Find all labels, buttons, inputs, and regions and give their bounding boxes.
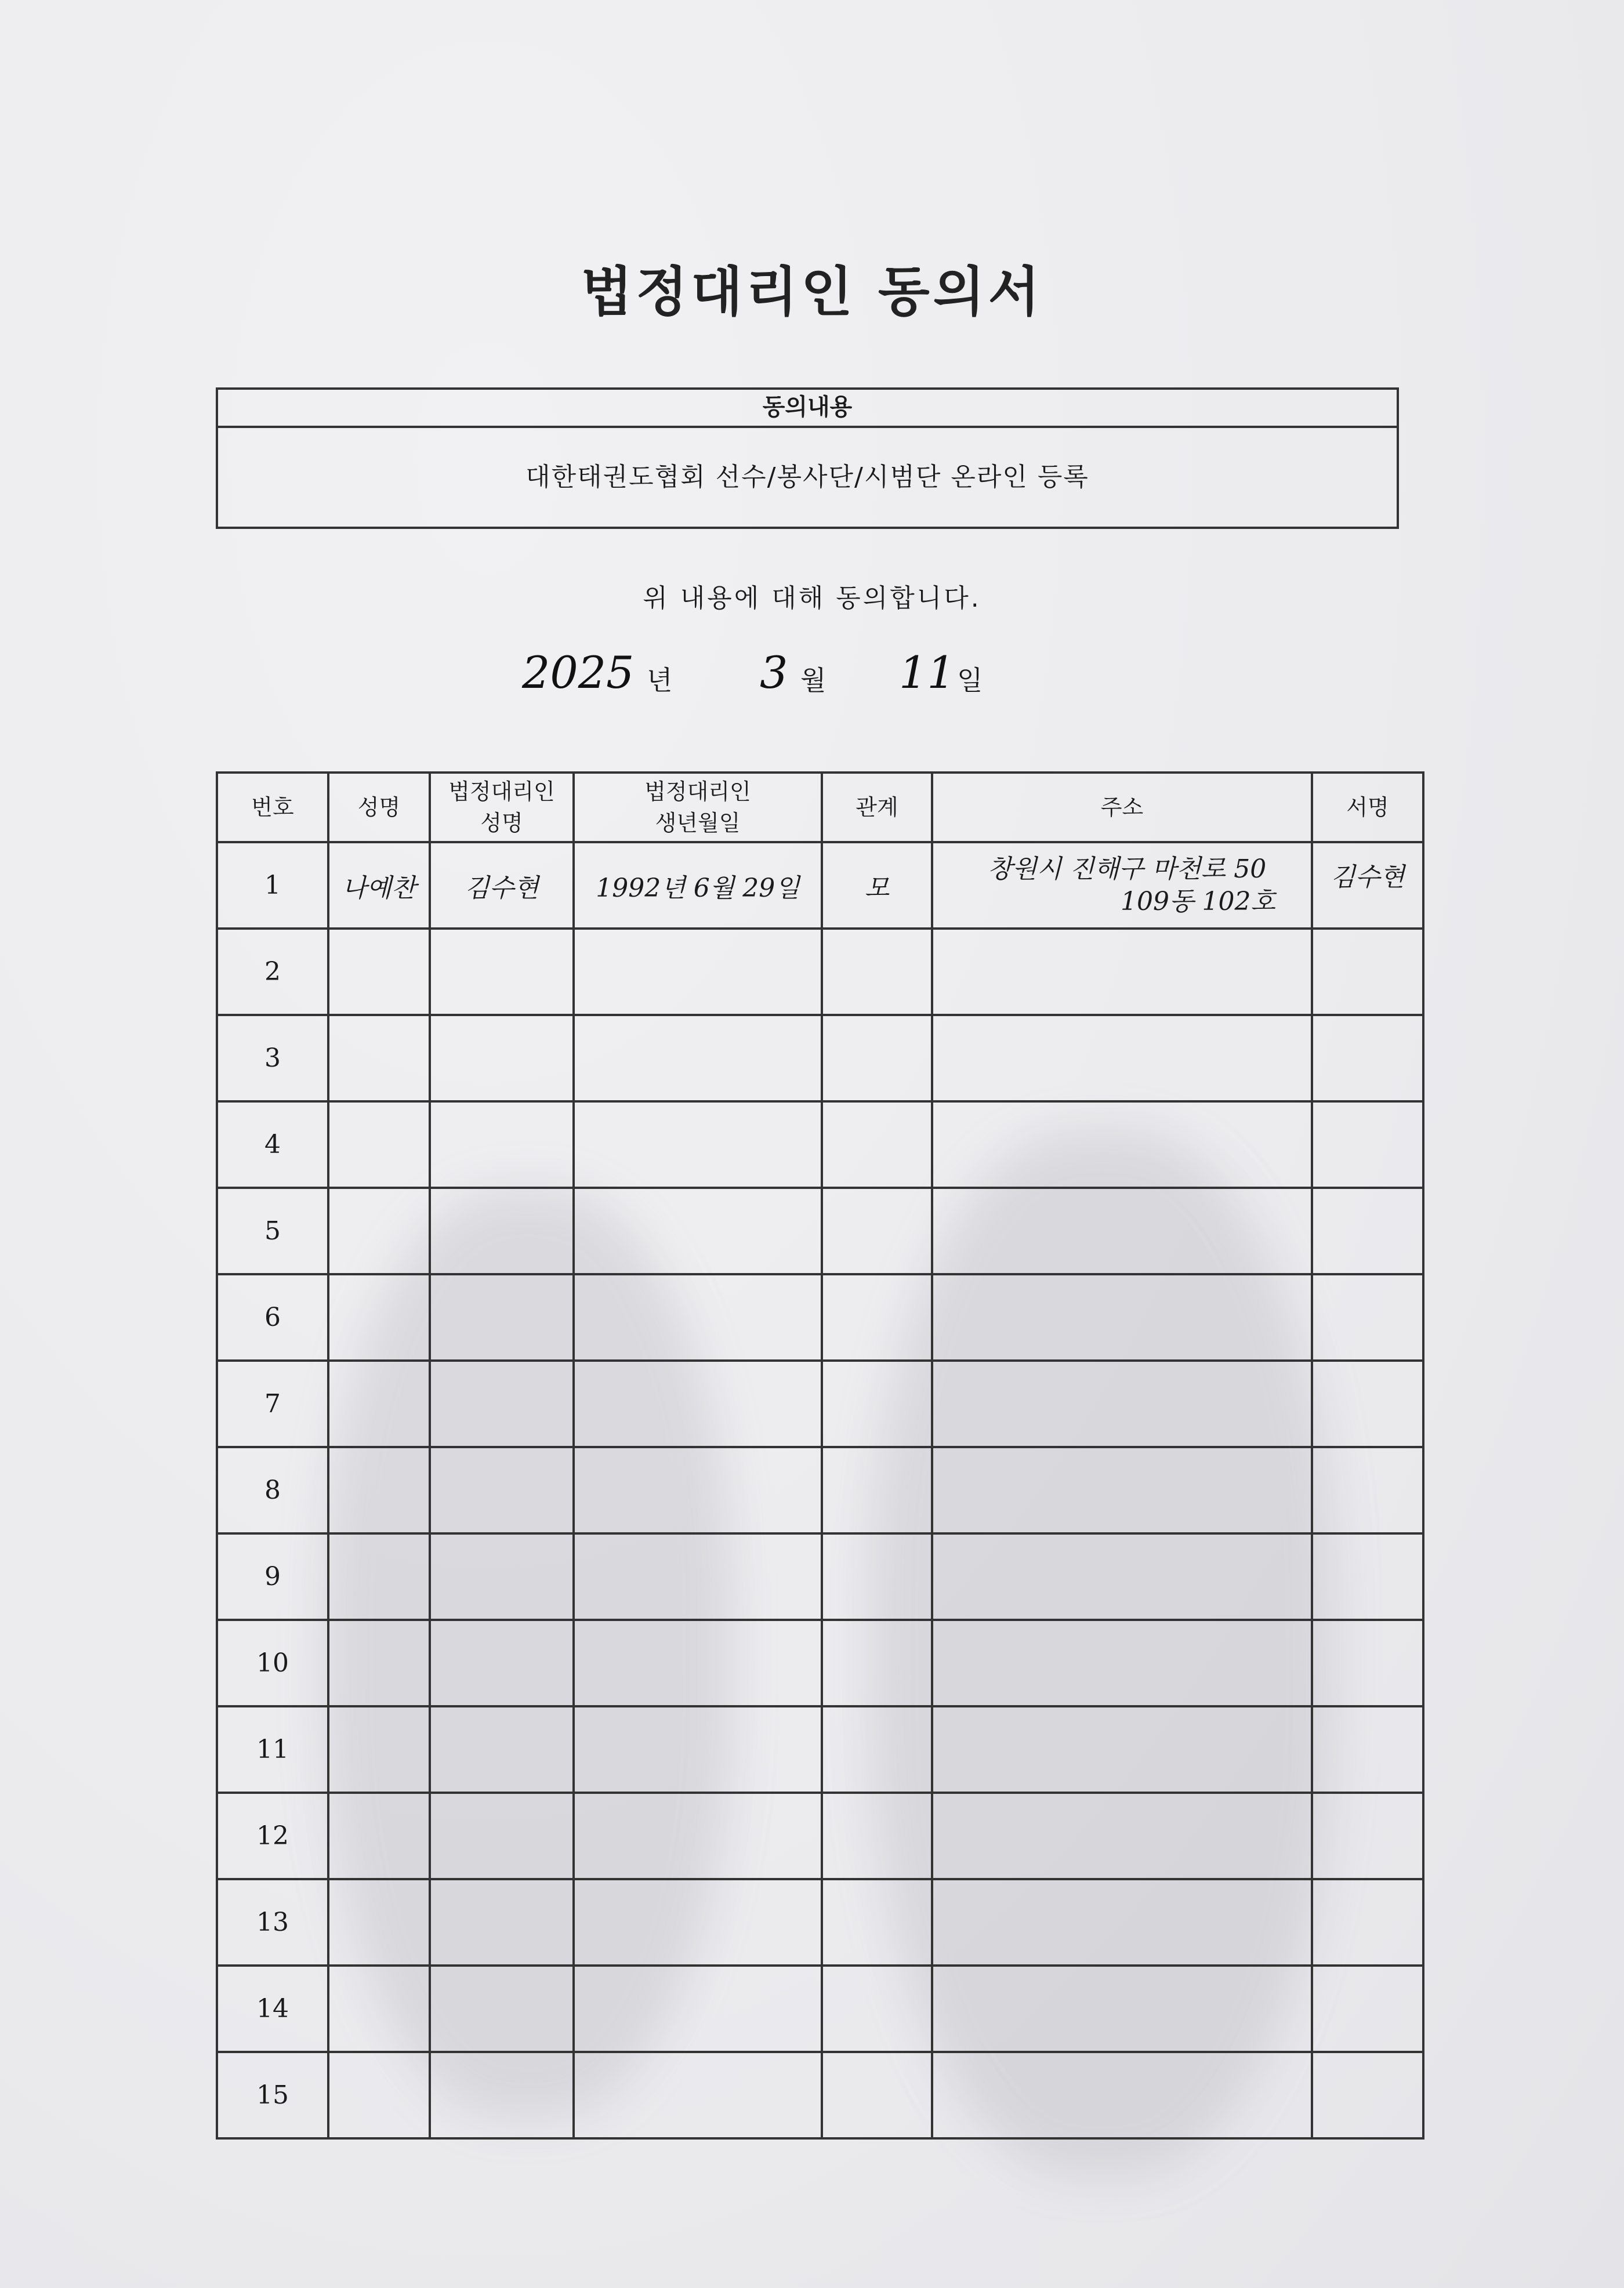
row-signature	[1312, 1274, 1423, 1361]
address-line-2: 109동 102호	[1121, 886, 1275, 916]
row-signature: 김수현	[1312, 842, 1423, 929]
header-number: 번호	[217, 773, 328, 842]
row-guardian-birth	[574, 1533, 822, 1620]
row-guardian-birth	[574, 2052, 822, 2138]
row-name	[328, 1966, 430, 2052]
row-name	[328, 1361, 430, 1447]
row-relation	[822, 1706, 932, 1793]
agreement-statement: 위 내용에 대해 동의합니다.	[643, 583, 981, 613]
header-signature: 서명	[1312, 773, 1423, 842]
row-guardian-birth	[574, 1101, 822, 1188]
row-number: 11	[217, 1706, 328, 1793]
row-relation	[822, 1879, 932, 1966]
table-row	[217, 1188, 1423, 1274]
row-number: 15	[217, 2052, 328, 2138]
row-guardian-name	[430, 1879, 574, 1966]
row-name	[328, 1533, 430, 1620]
row-guardian-name	[430, 1706, 574, 1793]
row-guardian-birth	[574, 1361, 822, 1447]
row-guardian-birth	[574, 929, 822, 1015]
row-name	[328, 1188, 430, 1274]
row-address	[932, 929, 1312, 1015]
row-guardian-birth: 1992년 6월 29일	[574, 842, 822, 929]
row-number: 12	[217, 1793, 328, 1879]
row-address	[932, 1274, 1312, 1361]
row-guardian-name	[430, 1966, 574, 2052]
row-signature	[1312, 1966, 1423, 2052]
row-number: 3	[217, 1015, 328, 1101]
date-month-unit: 월	[800, 665, 826, 696]
row-address	[932, 1533, 1312, 1620]
row-guardian-birth	[574, 1620, 822, 1706]
table-row	[217, 1274, 1423, 1361]
row-relation	[822, 1533, 932, 1620]
row-address	[932, 1447, 1312, 1533]
row-guardian-name	[430, 2052, 574, 2138]
address-line-1: 창원시 진해구 마천로 50	[987, 854, 1267, 884]
row-address	[932, 1793, 1312, 1879]
row-relation	[822, 1101, 932, 1188]
row-address	[932, 1620, 1312, 1706]
table-row	[217, 1361, 1423, 1447]
table-row	[217, 1620, 1423, 1706]
row-guardian-name	[430, 1188, 574, 1274]
table-row	[217, 1966, 1423, 2052]
row-relation	[822, 1447, 932, 1533]
row-name	[328, 1793, 430, 1879]
table-row	[217, 1879, 1423, 1966]
row-relation	[822, 1966, 932, 2052]
row-signature	[1312, 929, 1423, 1015]
row-number: 5	[217, 1188, 328, 1274]
row-name	[328, 2052, 430, 2138]
row-signature	[1312, 1188, 1423, 1274]
row-signature	[1312, 1101, 1423, 1188]
row-guardian-name	[430, 1361, 574, 1447]
row-address	[932, 842, 1312, 929]
date-day: 11	[899, 647, 955, 698]
row-relation	[822, 929, 932, 1015]
date-year-unit: 년	[647, 665, 673, 696]
table-row	[217, 1706, 1423, 1793]
row-signature	[1312, 1015, 1423, 1101]
table-row	[217, 2052, 1423, 2138]
row-guardian-name	[430, 1101, 574, 1188]
row-signature	[1312, 1361, 1423, 1447]
consent-heading: 동의내용	[218, 390, 1397, 428]
row-signature	[1312, 1620, 1423, 1706]
row-guardian-name	[430, 1015, 574, 1101]
document-title: 법정대리인 동의서	[581, 261, 1043, 323]
row-name	[328, 1879, 430, 1966]
row-relation	[822, 1015, 932, 1101]
row-guardian-birth	[574, 1706, 822, 1793]
row-guardian-birth	[574, 1793, 822, 1879]
row-guardian-birth	[574, 1879, 822, 1966]
table-row	[217, 1793, 1423, 1879]
consent-content: 대한태권도협회 선수/봉사단/시범단 온라인 등록	[525, 462, 1089, 492]
row-signature	[1312, 2052, 1423, 2138]
table-row	[217, 929, 1423, 1015]
row-number: 6	[217, 1274, 328, 1361]
row-number: 13	[217, 1879, 328, 1966]
header-relation: 관계	[822, 773, 932, 842]
row-address	[932, 1101, 1312, 1188]
row-signature	[1312, 1879, 1423, 1966]
row-guardian-name	[430, 1533, 574, 1620]
row-name	[328, 1101, 430, 1188]
row-name	[328, 1447, 430, 1533]
row-guardian-birth	[574, 1188, 822, 1274]
row-number: 10	[217, 1620, 328, 1706]
table-row	[217, 1101, 1423, 1188]
row-address	[932, 1361, 1312, 1447]
row-guardian-name	[430, 1274, 574, 1361]
guardian-table	[216, 771, 1424, 2140]
row-address	[932, 1706, 1312, 1793]
table-header-row	[217, 773, 1423, 842]
header-address: 주소	[932, 773, 1312, 842]
row-relation	[822, 1188, 932, 1274]
header-name: 성명	[328, 773, 430, 842]
row-relation	[822, 1793, 932, 1879]
row-guardian-name	[430, 1620, 574, 1706]
date-day-unit: 일	[957, 665, 983, 696]
row-number: 4	[217, 1101, 328, 1188]
row-address	[932, 1966, 1312, 2052]
row-relation	[822, 1274, 932, 1361]
row-relation	[822, 2052, 932, 2138]
row-signature	[1312, 1706, 1423, 1793]
row-number: 14	[217, 1966, 328, 2052]
row-name: 나예찬	[328, 842, 430, 929]
row-number: 8	[217, 1447, 328, 1533]
row-guardian-birth	[574, 1966, 822, 2052]
date-month: 3	[760, 647, 788, 698]
row-number: 1	[217, 842, 328, 929]
row-address	[932, 2052, 1312, 2138]
row-name	[328, 1274, 430, 1361]
header-guardian-birth: 법정대리인 생년월일	[574, 773, 822, 842]
row-name	[328, 1620, 430, 1706]
row-relation	[822, 1361, 932, 1447]
row-guardian-birth	[574, 1015, 822, 1101]
row-relation: 모	[822, 842, 932, 929]
table-row	[217, 842, 1423, 929]
row-number: 2	[217, 929, 328, 1015]
row-guardian-birth	[574, 1447, 822, 1533]
row-number: 9	[217, 1533, 328, 1620]
table-row	[217, 1533, 1423, 1620]
row-signature	[1312, 1793, 1423, 1879]
row-name	[328, 1015, 430, 1101]
table-row	[217, 1015, 1423, 1101]
row-number: 7	[217, 1361, 328, 1447]
table-row	[217, 1447, 1423, 1533]
row-address	[932, 1015, 1312, 1101]
row-relation	[822, 1620, 932, 1706]
row-guardian-name	[430, 1793, 574, 1879]
row-signature	[1312, 1533, 1423, 1620]
date-line	[522, 647, 1218, 716]
row-guardian-name	[430, 929, 574, 1015]
consent-box	[216, 387, 1399, 529]
row-guardian-birth	[574, 1274, 822, 1361]
row-signature	[1312, 1447, 1423, 1533]
row-guardian-name	[430, 1447, 574, 1533]
date-year: 2025	[522, 647, 635, 698]
row-address	[932, 1879, 1312, 1966]
header-guardian-name: 법정대리인 성명	[430, 773, 574, 842]
row-name	[328, 1706, 430, 1793]
row-name	[328, 929, 430, 1015]
row-address	[932, 1188, 1312, 1274]
row-guardian-name: 김수현	[430, 842, 574, 929]
